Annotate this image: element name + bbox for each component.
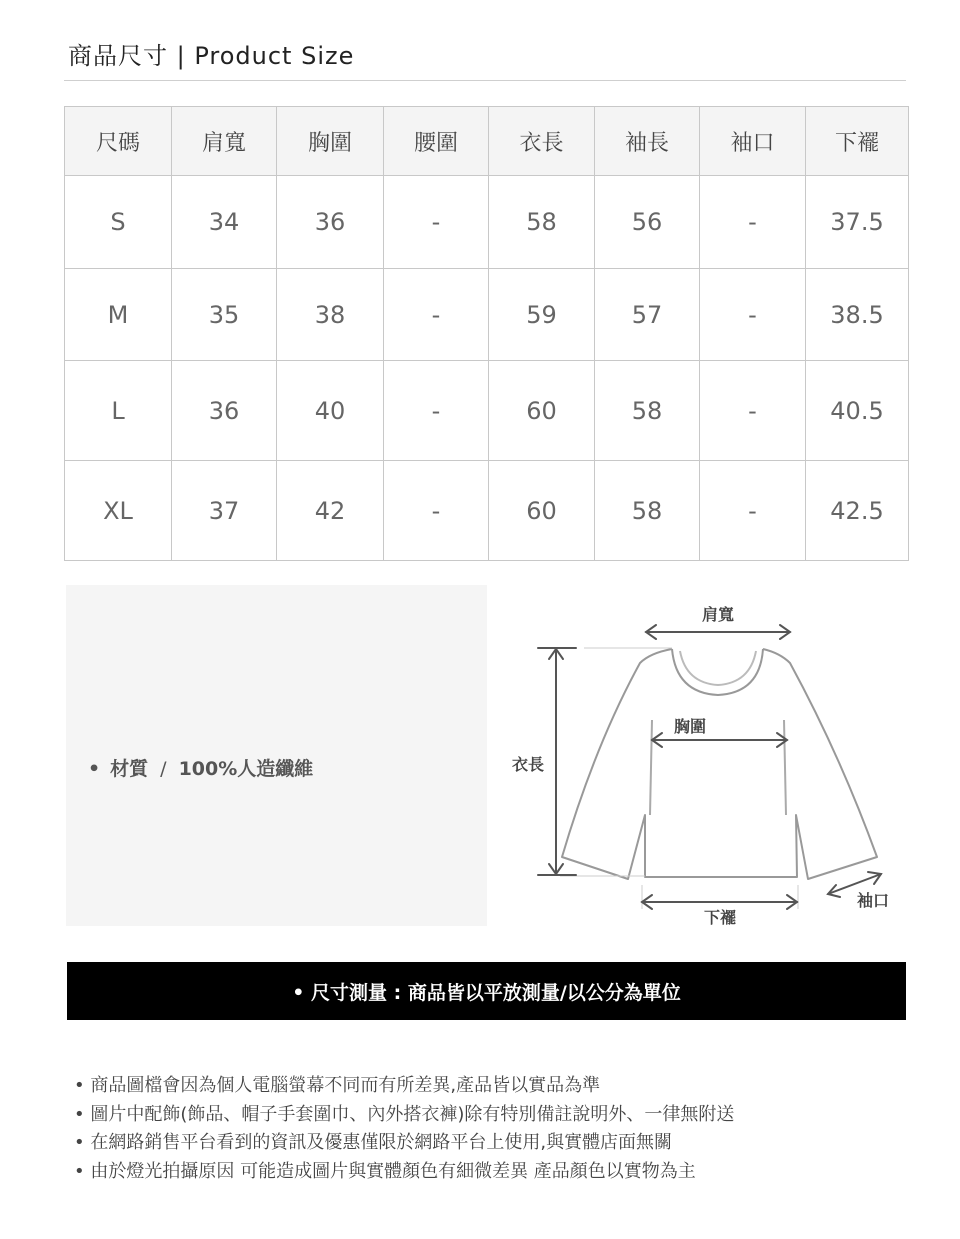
table-row: [65, 361, 909, 461]
header-size: 尺碼: [65, 107, 172, 176]
bullet-icon: •: [88, 758, 101, 780]
size-table: [64, 106, 909, 561]
table-row: [65, 176, 909, 269]
list-item: • 由於燈光拍攝原因 可能造成圖片與實體顏色有細微差異 產品顏色以實物為主: [74, 1158, 734, 1187]
table-cell: 37.5: [806, 176, 909, 269]
table-cell: 58: [595, 461, 700, 561]
table-cell: S: [65, 176, 172, 269]
hem-arrow-icon: [642, 895, 797, 909]
table-cell: 36: [277, 176, 384, 269]
chest-label: 胸圍: [673, 717, 707, 736]
material-info: [88, 754, 313, 781]
header-sleeve: 袖長: [595, 107, 700, 176]
page-title: 商品尺寸 | Product Size: [68, 42, 355, 70]
table-cell: 38: [277, 269, 384, 361]
shoulder-label: 肩寬: [701, 605, 735, 624]
header-cuff: 袖口: [700, 107, 806, 176]
table-cell: 34: [172, 176, 277, 269]
table-cell: 56: [595, 176, 700, 269]
shoulder-arrow-icon: [646, 625, 790, 639]
table-cell: 35: [172, 269, 277, 361]
table-header-row: [65, 107, 909, 176]
table-cell: -: [700, 269, 806, 361]
table-row: [65, 461, 909, 561]
table-cell: -: [700, 176, 806, 269]
table-cell: 60: [489, 461, 595, 561]
table-cell: -: [384, 361, 489, 461]
material-label: 材質: [110, 758, 149, 780]
table-cell: 40.5: [806, 361, 909, 461]
table-cell: -: [384, 176, 489, 269]
table-cell: 57: [595, 269, 700, 361]
length-label: 衣長: [511, 755, 545, 774]
table-cell: 38.5: [806, 269, 909, 361]
cuff-label: 袖口: [856, 891, 890, 910]
table-cell: 58: [595, 361, 700, 461]
header-waist: 腰圍: [384, 107, 489, 176]
header-shoulder: 肩寬: [172, 107, 277, 176]
material-separator: /: [160, 758, 167, 780]
table-cell: 42: [277, 461, 384, 561]
table-cell: 36: [172, 361, 277, 461]
header-hem: 下襬: [806, 107, 909, 176]
list-item: • 在網路銷售平台看到的資訊及優惠僅限於網路平台上使用,與實體店面無關: [74, 1129, 734, 1158]
header-length: 衣長: [489, 107, 595, 176]
garment-measurement-diagram: [500, 595, 900, 935]
table-cell: XL: [65, 461, 172, 561]
table-cell: 42.5: [806, 461, 909, 561]
table-cell: -: [700, 361, 806, 461]
header-chest: 胸圍: [277, 107, 384, 176]
list-item: • 圖片中配飾(飾品、帽子手套圍巾、內外搭衣褲)除有特別備註說明外、一律無附送: [74, 1101, 734, 1130]
measurement-banner: • 尺寸測量 : 商品皆以平放測量/以公分為單位: [67, 962, 906, 1020]
table-cell: 60: [489, 361, 595, 461]
table-cell: -: [700, 461, 806, 561]
table-cell: -: [384, 269, 489, 361]
notes-list: [74, 1072, 734, 1186]
title-divider: [64, 80, 906, 81]
hem-label: 下襬: [703, 908, 737, 927]
table-cell: M: [65, 269, 172, 361]
table-cell: 40: [277, 361, 384, 461]
table-cell: L: [65, 361, 172, 461]
sweater-outline-icon: [562, 649, 877, 879]
table-cell: 58: [489, 176, 595, 269]
chest-arrow-icon: [652, 733, 787, 747]
table-cell: 37: [172, 461, 277, 561]
table-row: [65, 269, 909, 361]
table-cell: -: [384, 461, 489, 561]
material-value: 100%人造纖維: [178, 758, 314, 780]
table-cell: 59: [489, 269, 595, 361]
list-item: • 商品圖檔會因為個人電腦螢幕不同而有所差異,產品皆以實品為準: [74, 1072, 734, 1101]
